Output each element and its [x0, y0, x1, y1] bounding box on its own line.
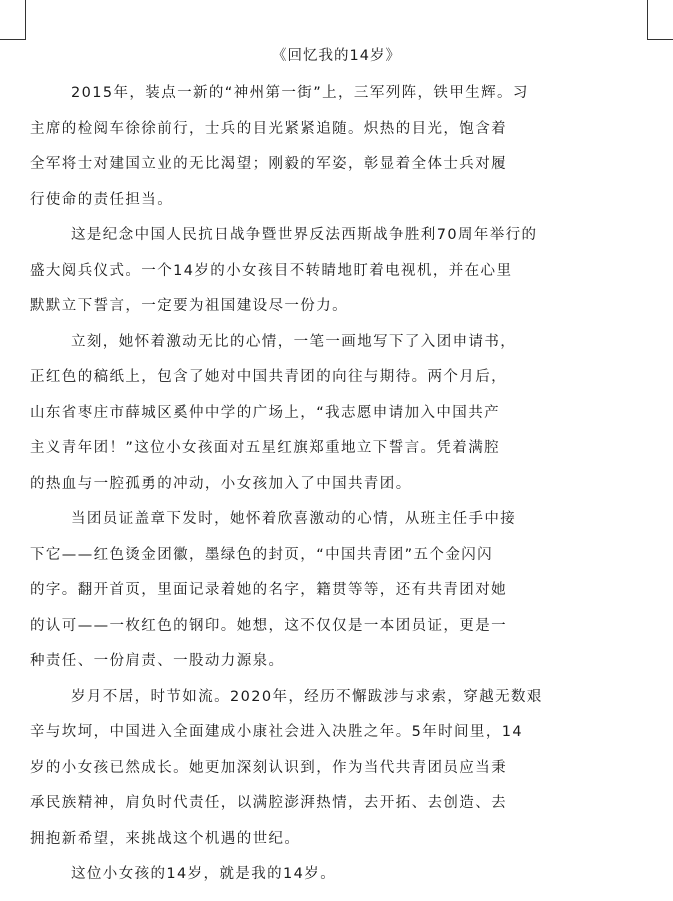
text-line: 的字。翻开首页，里面记录着她的名字，籍贯等等，还有共青团对她 [30, 582, 507, 598]
text-line: 全军将士对建国立业的无比渴望；刚毅的军姿，彰显着全体士兵对履 [30, 156, 507, 172]
paragraph-4 [30, 502, 647, 680]
text-line: 拥抱新希望，来挑战这个机遇的世纪。 [30, 830, 301, 847]
text-line: 山东省枣庄市薛城区奚仲中学的广场上，“我志愿申请加入中国共产 [30, 404, 501, 421]
text-line: 主席的检阅车徐徐前行，士兵的目光紧紧追随。炽热的目光，饱含着 [30, 120, 507, 137]
text-line: 这位小女孩的14岁，就是我的14岁。 [71, 866, 337, 882]
page-corner-mark-top-right [647, 0, 673, 40]
document-body [30, 76, 647, 893]
paragraph-1 [30, 76, 647, 218]
document-title: 《回忆我的14岁》 [272, 48, 401, 64]
text-line: 行使命的责任担当。 [30, 191, 174, 208]
paragraph-2 [30, 218, 647, 325]
text-line: 岁月不居，时节如流。2020年，经历不懈跋涉与求索，穿越无数艰 [71, 688, 543, 705]
text-line: 2015年，装点一新的“神州第一街”上，三军列阵，铁甲生辉。习 [71, 85, 529, 101]
text-line: 立刻，她怀着激动无比的心情，一笔一画地写下了入团申请书， [71, 333, 517, 350]
paragraph-3 [30, 325, 647, 503]
text-line: 岁的小女孩已然成长。她更加深刻认识到，作为当代共青团员应当秉 [30, 759, 507, 776]
text-line: 盛大阅兵仪式。一个14岁的小女孩目不转睛地盯着电视机，并在心里 [30, 262, 513, 279]
text-line: 承民族精神，肩负时代责任，以满腔澎湃热情，去开拓、去创造、去 [30, 795, 507, 811]
text-line: 辛与坎坷，中国进入全面建成小康社会进入决胜之年。5年时间里，14 [30, 724, 523, 740]
text-line: 种责任、一份肩责、一股动力源泉。 [30, 653, 285, 669]
text-line: 的认可——一枚红色的钢印。她想，这不仅仅是一本团员证，更是一 [30, 617, 507, 634]
paragraph-5 [30, 680, 647, 858]
page-corner-mark-top-left [0, 0, 26, 40]
paragraph-6 [30, 857, 647, 893]
text-line: 的热血与一腔孤勇的冲动，小女孩加入了中国共青团。 [30, 475, 412, 492]
text-line: 默默立下誓言，一定要为祖国建设尽一份力。 [30, 298, 348, 314]
text-line: 主义青年团！”这位小女孩面对五星红旗郑重地立下誓言。凭着满腔 [30, 440, 501, 456]
text-line: 下它——红色烫金团徽，墨绿色的封页，“中国共青团”五个金闪闪 [30, 546, 494, 563]
text-line: 正红色的稿纸上，包含了她对中国共青团的向往与期待。两个月后， [30, 369, 507, 385]
text-line: 这是纪念中国人民抗日战争暨世界反法西斯战争胜利70周年举行的 [71, 227, 538, 243]
text-line: 当团员证盖章下发时，她怀着欣喜激动的心情，从班主任手中接 [71, 511, 517, 527]
